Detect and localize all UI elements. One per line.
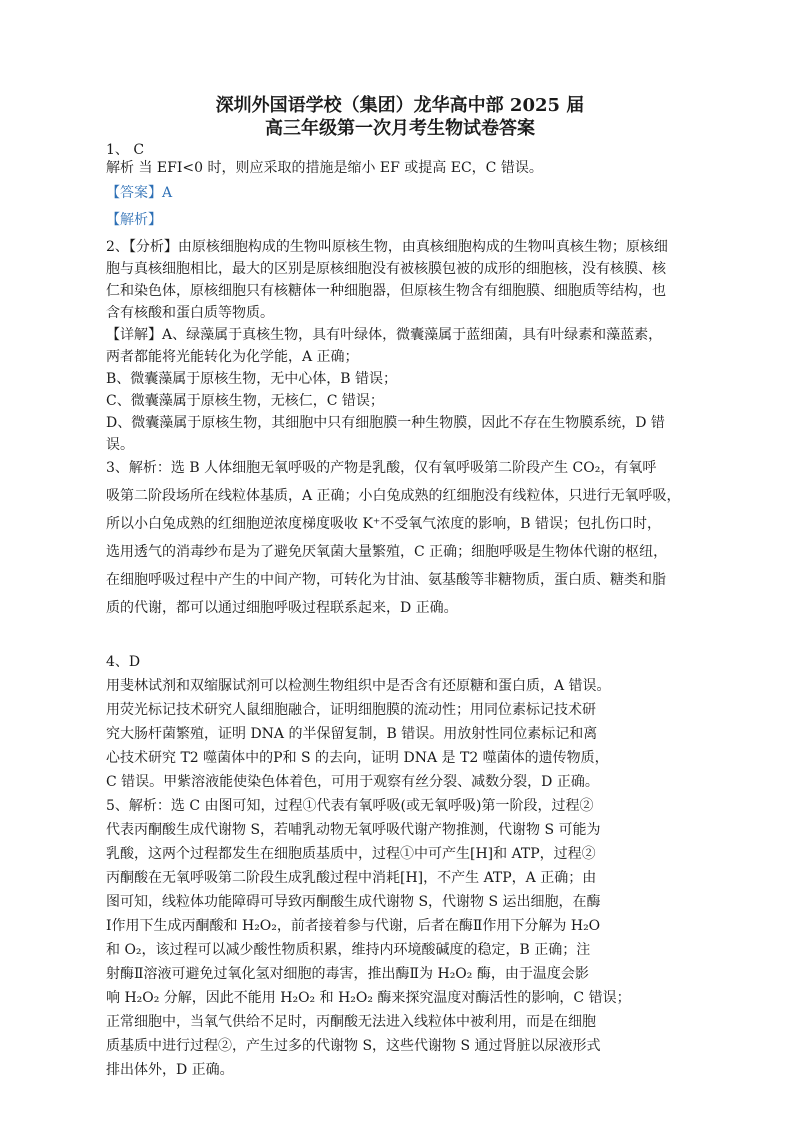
q5-line: 丙酮酸在无氧呼吸第二阶段生成乳酸过程中消耗[H]，不产生 ATP，A 正确；由 (106, 870, 597, 886)
q1-answer-line: 1、 C (106, 142, 145, 158)
q2-line: C、微囊藻属于原核生物，无核仁，C 错误； (106, 393, 384, 409)
q5-line: 质基质中进行过程②，产生过多的代谢物 S，这些代谢物 S 通过肾脏以尿液形式 (106, 1038, 601, 1054)
q1-analysis-tag: 【解析】 (106, 212, 162, 228)
q2-line: 2、【分析】由原核细胞构成的生物叫原核生物，由真核细胞构成的生物叫真核生物；原核细 (106, 239, 668, 255)
q4-line: 心技术研究 T2 噬菌体中的P和 S 的去向，证明 DNA 是 T2 噬菌体的遗传物质， (106, 750, 609, 766)
q5-line: 代表丙酮酸生成代谢物 S，若哺乳动物无氧呼吸代谢产物推测，代谢物 S 可能为 (106, 822, 601, 838)
q4-line: 究大肠杆菌繁殖，证明 DNA 的半保留复制，B 错误。用放射性同位素标记和离 (106, 726, 598, 742)
q2-line: 仁和染色体，原核细胞只有核糖体一种细胞器，但原核生物含有细胞膜、细胞质等结构，也 (106, 283, 666, 299)
q3-line: 质的代谢，都可以通过细胞呼吸过程联系起来，D 正确。 (106, 600, 458, 616)
q5-line: 响 H₂O₂ 分解，因此不能用 H₂O₂ 和 H₂O₂ 酶来探究温度对酶活性的影响，C 错误； (106, 990, 631, 1006)
q1-answer-tag: 【答案】A (106, 185, 173, 201)
q1-explanation: 解析 当 EFI<0 时，则应采取的措施是缩小 EF 或提高 EC，C 错误。 (106, 160, 543, 176)
q5-line: 5、解析：选 C 由图可知，过程①代表有氧呼吸(或无氧呼吸)第一阶段，过程② (106, 798, 594, 814)
q5-line: 图可知，线粒体功能障碍可导致丙酮酸生成代谢物 S，代谢物 S 运出细胞，在酶 (106, 894, 601, 910)
q5-line: 和 O₂，该过程可以减少酸性物质积累，维持内环境酸碱度的稳定，B 正确；注 (106, 942, 591, 958)
q3-line: 所以小白兔成熟的红细胞逆浓度梯度吸收 K⁺不受氧气浓度的影响，B 错误；包扎伤口时， (106, 516, 662, 532)
q5-line: 射酶Ⅱ溶液可避免过氧化氢对细胞的毒害，推出酶Ⅱ为 H₂O₂ 酶，由于温度会影 (106, 966, 589, 982)
q5-line: 排出体外，D 正确。 (106, 1062, 234, 1078)
q5-line: 正常细胞中，当氧气供给不足时，丙酮酸无法进入线粒体中被利用，而是在细胞 (106, 1014, 596, 1030)
q4-line: C 错误。甲紫溶液能使染色体着色，可用于观察有丝分裂、减数分裂，D 正确。 (106, 774, 599, 790)
q3-line: 吸第二阶段场所在线粒体基质，A 正确；小白兔成熟的红细胞没有线粒体，只进行无氧呼吸， (106, 488, 681, 504)
q2-line: D、微囊藻属于原核生物，其细胞中只有细胞膜一种生物膜，因此不存在生物膜系统，D 错 (106, 415, 665, 431)
q3-line: 在细胞呼吸过程中产生的中间产物，可转化为甘油、氨基酸等非糖物质，蛋白质、糖类和脂 (106, 572, 666, 588)
q2-line: 【详解】A、绿藻属于真核生物，具有叶绿体，微囊藻属于蓝细菌，具有叶绿素和藻蓝素， (106, 327, 663, 343)
q2-line: 含有核酸和蛋白质等物质。 (106, 305, 274, 321)
q4-line: 用荧光标记技术研究人鼠细胞融合，证明细胞膜的流动性；用同位素标记技术研 (106, 702, 596, 718)
q2-line: 胞与真核细胞相比，最大的区别是原核细胞没有被核膜包被的成形的细胞核，没有核膜、核 (106, 261, 666, 277)
q3-line: 3、解析：选 B 人体细胞无氧呼吸的产物是乳酸，仅有氧呼吸第二阶段产生 CO₂，有氧呼 (106, 460, 657, 476)
document-title-line1: 深圳外国语学校（集团）龙华高中部 2025 届 (215, 95, 585, 116)
q2-line: 两者都能将光能转化为化学能，A 正确； (106, 349, 359, 365)
q5-line: 乳酸，这两个过程都发生在细胞质基质中，过程①中可产生[H]和 ATP，过程② (106, 846, 596, 862)
q2-line: 误。 (106, 437, 134, 453)
document-title-line2: 高三年级第一次月考生物试卷答案 (265, 118, 535, 139)
q4-line: 用斐林试剂和双缩脲试剂可以检测生物组织中是否含有还原糖和蛋白质，A 错误。 (106, 678, 611, 694)
q4-line: 4、D (106, 654, 141, 670)
q2-line: B、微囊藻属于原核生物，无中心体，B 错误； (106, 371, 398, 387)
q5-line: Ⅰ作用下生成丙酮酸和 H₂O₂，前者接着参与代谢，后者在酶Ⅱ作用下分解为 H₂O (106, 918, 601, 934)
q3-line: 选用透气的消毒纱布是为了避免厌氧菌大量繁殖，C 正确；细胞呼吸是生物体代谢的枢纽， (106, 544, 668, 560)
